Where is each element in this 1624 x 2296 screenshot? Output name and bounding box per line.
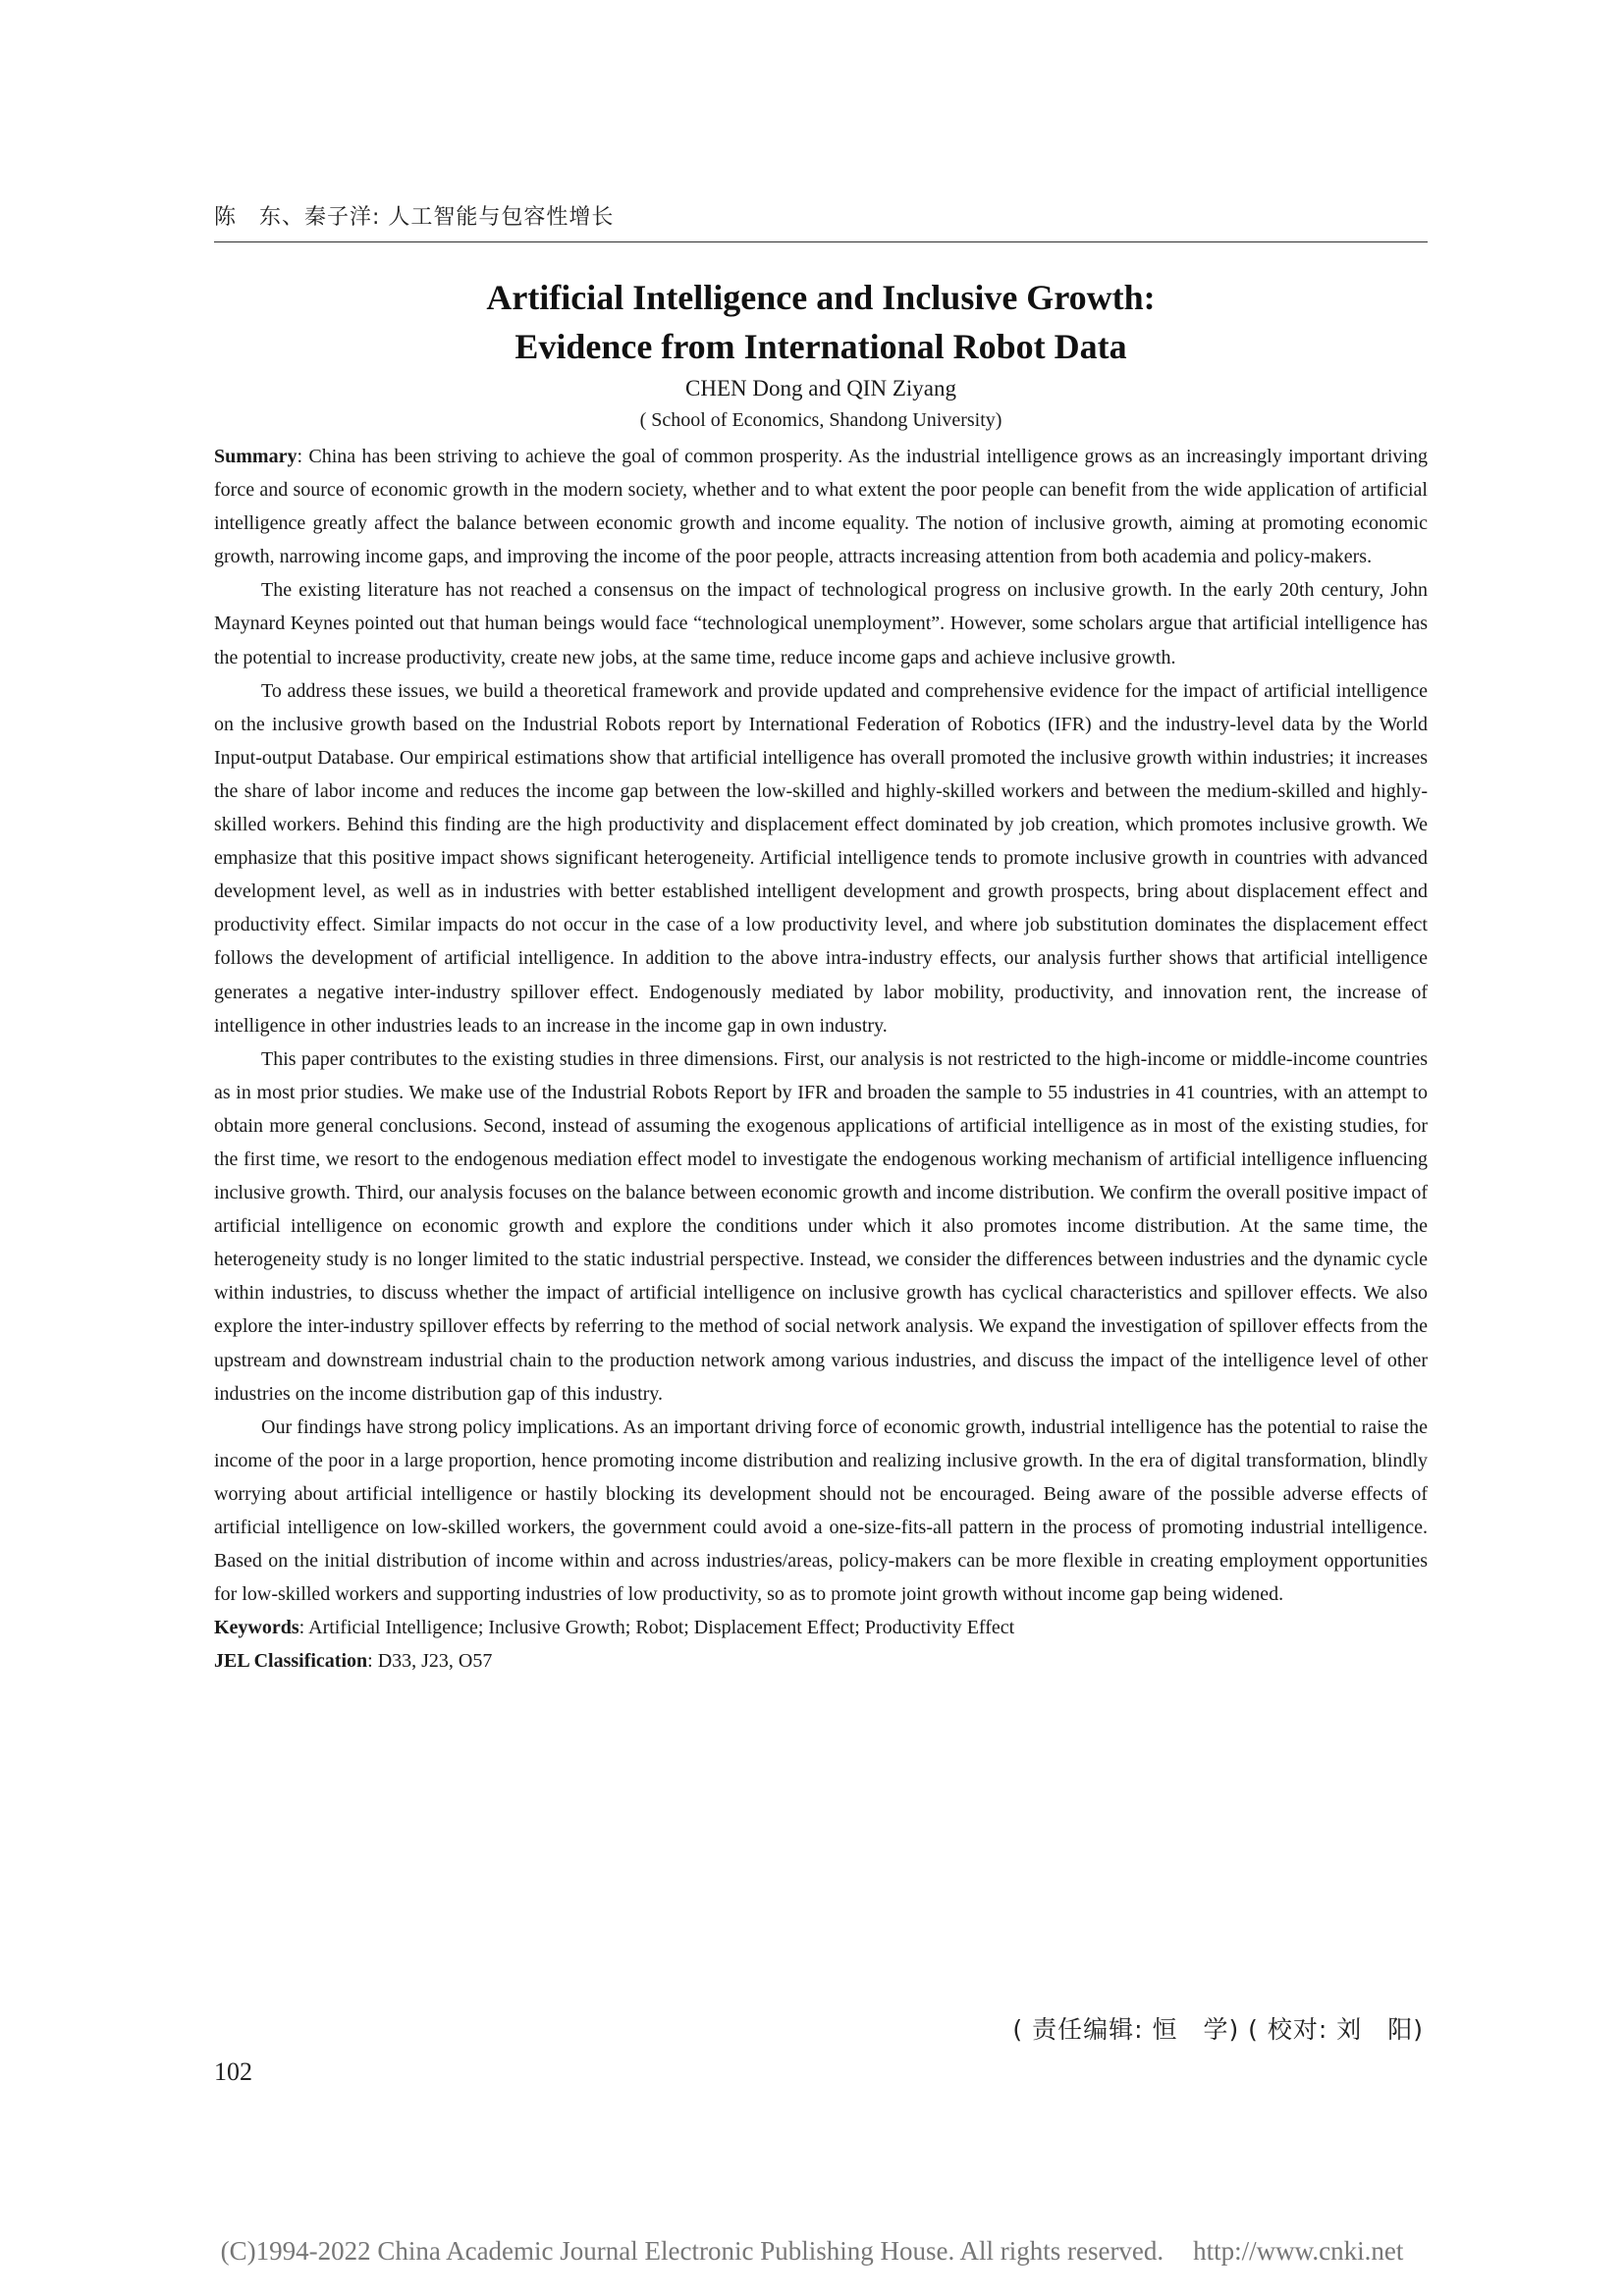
summary-paragraph-2: The existing literature has not reached a consensus on the impact of technological progress on inclusive growth. In the early 20th century, John Maynard Keynes pointed out that human beings would face “technological unemployment”. However, some scholars argue that artificial intelligence has the potential to increase productivity, create new jobs, at the same time, reduce income gaps and achieve inclusive growth. — [214, 579, 1428, 668]
authors: CHEN Dong and QIN Ziyang — [685, 376, 956, 400]
keywords-sep: : — [298, 1617, 309, 1639]
page-number: 102 — [214, 2057, 252, 2086]
article-title — [214, 273, 1428, 371]
summary-paragraph-3: To address these issues, we build a theoretical framework and provide updated and comprehensive evidence for the impact of artificial intelligence on the inclusive growth based on the Industrial Robots report by International Federation of Robotics (IFR) and the industry-level data by the World Input-output Database. Our empirical estimations show that artificial intelligence has overall promoted the inclusive growth within industries; it increases the share of labor income and reduces the income gap between the low-skilled and highly-skilled workers and between the medium-skilled and highly-skilled workers. Behind this finding are the high productivity and displacement effect dominated by job creation, which promotes inclusive growth. We emphasize that this positive impact shows significant heterogeneity. Artificial intelligence tends to promote inclusive growth in countries with advanced development level, as well as in industries with better established intelligent development and growth prospects, bring about displacement effect and productivity effect. Similar impacts do not occur in the case of a low productivity level, and where job substitution dominates the displacement effect follows the development of artificial intelligence. In addition to the above intra-industry effects, our analysis further shows that artificial intelligence generates a negative inter-industry spillover effect. Endogenously mediated by labor mobility, productivity, and innovation rent, the increase of intelligence in other industries leads to an increase in the income gap in own industry. — [214, 679, 1428, 1037]
running-header: 陈 东、秦子洋: 人工智能与包容性增长 — [214, 205, 615, 230]
jel-line — [214, 1644, 1428, 1678]
title-line-2: Evidence from International Robot Data — [514, 327, 1127, 366]
affiliation: ( School of Economics, Shandong University) — [639, 409, 1002, 431]
footer-url: http://www.cnki.net — [1193, 2236, 1404, 2266]
copyright-text: (C)1994-2022 China Academic Journal Electronic Publishing House. All rights reserved. — [220, 2236, 1164, 2266]
summary-label-sep: : — [297, 446, 309, 467]
keywords-label: Keywords — [214, 1617, 299, 1639]
summary-body — [214, 440, 1428, 1678]
copyright-footer — [0, 2236, 1624, 2267]
jel-label: JEL Classification — [214, 1650, 368, 1673]
editor-note: ( 责任编辑: 恒 学) ( 校对: 刘 阳) — [1012, 2015, 1424, 2044]
title-line-1: Artificial Intelligence and Inclusive Growth: — [486, 278, 1156, 317]
summary-label: Summary — [214, 446, 298, 467]
keywords-line — [214, 1611, 1428, 1644]
summary-paragraph-1 — [214, 440, 1428, 573]
summary-paragraph-4: This paper contributes to the existing studies in three dimensions. First, our analysis is not restricted to the high-income or middle-income countries as in most prior studies. We make use of the Industrial Robots Report by IFR and broaden the sample to 55 industries in 41 countries, with an attempt to obtain more general conclusions. Second, instead of assuming the exogenous applications of artificial intelligence as in most of the existing studies, for the first time, we resort to the endogenous mediation effect model to investigate the endogenous working mechanism of artificial intelligence influencing inclusive growth. Third, our analysis focuses on the balance between economic growth and income distribution. We confirm the overall positive impact of artificial intelligence on economic growth and explore the conditions under which it also promotes income distribution. At the same time, the heterogeneity study is no longer limited to the static industrial perspective. Instead, we consider the differences between industries and the dynamic cycle within industries, to discuss whether the impact of artificial intelligence on inclusive growth has cyclical characteristics and spillover effects. We also explore the inter-industry spillover effects by referring to the method of social network analysis. We expand the investigation of spillover effects from the upstream and downstream industrial chain to the production network among various industries, and discuss the impact of the intelligence level of other industries on the income distribution gap of this industry. — [214, 1047, 1428, 1405]
jel-sep: : — [367, 1650, 378, 1673]
keywords-text: Artificial Intelligence; Inclusive Growth; Robot; Displacement Effect; Productivity Effect — [308, 1617, 1015, 1639]
jel-text: D33, J23, O57 — [377, 1650, 493, 1673]
summary-paragraph-5: Our findings have strong policy implications. As an important driving force of economic growth, industrial intelligence has the potential to raise the income of the poor in a large proportion, hence promoting income distribution and realizing inclusive growth. In the era of digital transformation, blindly worrying about artificial intelligence or hastily blocking its development should not be encouraged. Being aware of the possible adverse effects of artificial intelligence on low-skilled workers, the government could avoid a one-size-fits-all pattern in the process of promoting industrial intelligence. Based on the initial distribution of income within and across industries/areas, policy-makers can be more flexible in creating employment opportunities for low-skilled workers and supporting industries of low productivity, so as to promote joint growth without income gap being widened. — [214, 1415, 1428, 1606]
summary-paragraph-1-text: China has been striving to achieve the goal of common prosperity. As the industrial intelligence grows as an increasingly important driving force and source of economic growth in the modern society, whether and to what extent the poor people can benefit from the wide application of artificial intelligence greatly affect the balance between economic growth and income equality. The notion of inclusive growth, aiming at promoting economic growth, narrowing income gaps, and improving the income of the poor people, attracts increasing attention from both academia and policy-makers. — [214, 446, 1428, 568]
header-divider — [214, 241, 1428, 242]
